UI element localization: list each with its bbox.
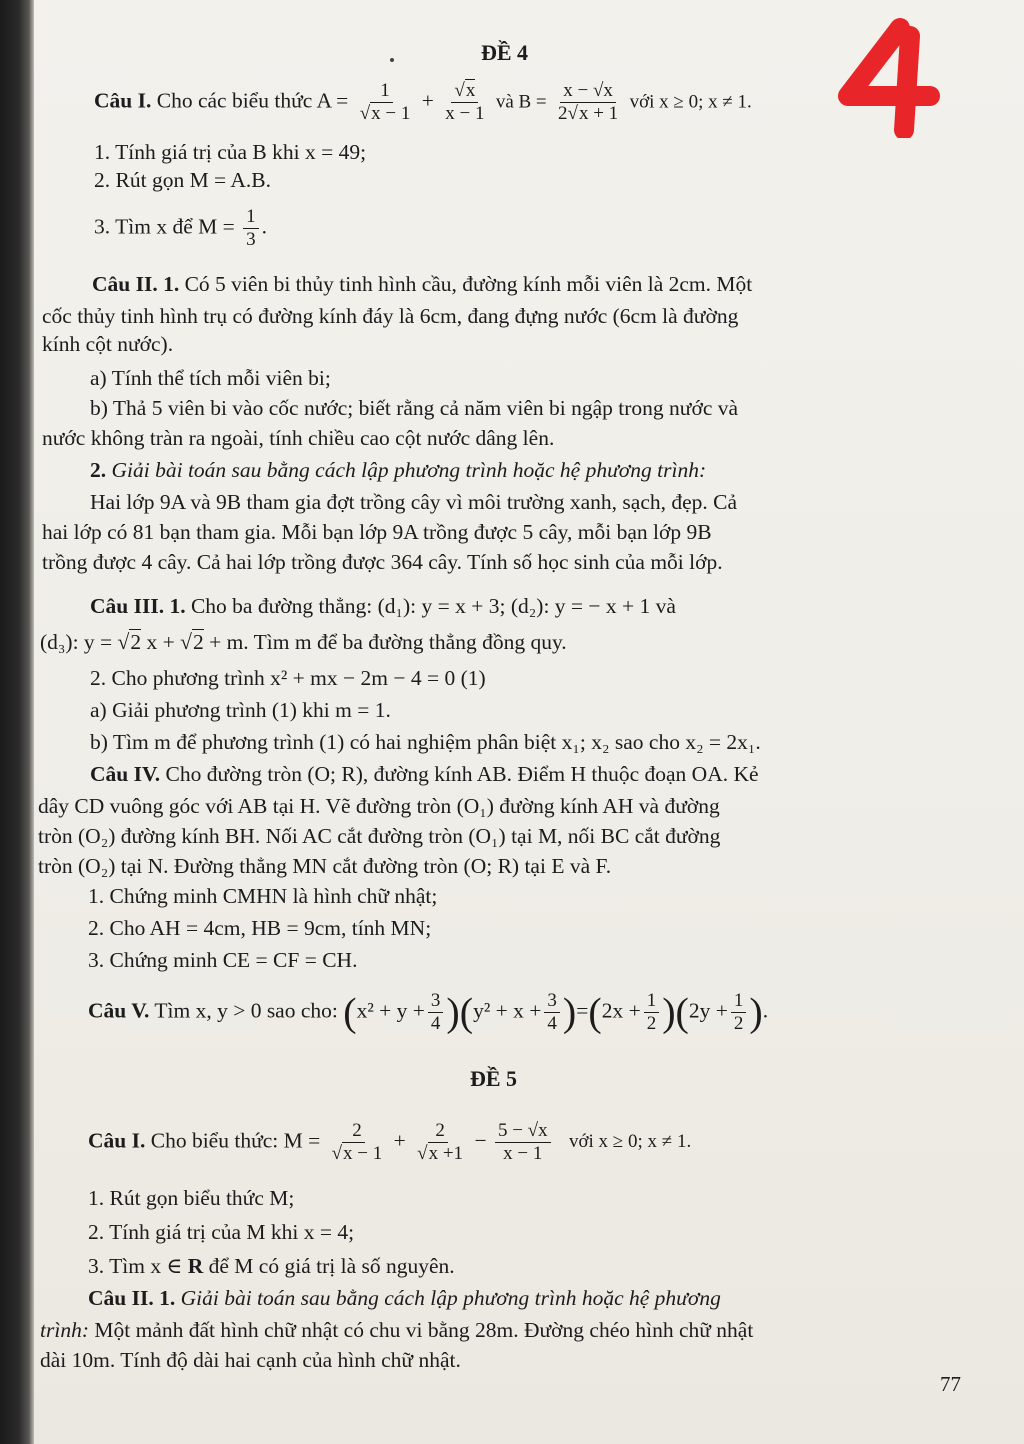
term-2: y² + x + bbox=[473, 998, 542, 1023]
de4-cau4-q1: 1. Chứng minh CMHN là hình chữ nhật; bbox=[88, 884, 438, 908]
fraction-a1 bbox=[357, 80, 414, 125]
expr-B-lhs: và B = bbox=[495, 91, 547, 113]
den-pre: 2 bbox=[558, 103, 568, 124]
de4-cau4-label: Câu IV. bbox=[90, 762, 161, 786]
de5-cau1-intro: Cho biểu thức: bbox=[150, 1128, 279, 1153]
fraction-den: 3 bbox=[246, 229, 256, 250]
real-set-symbol: R bbox=[187, 1254, 204, 1278]
d3-mid: x + bbox=[141, 630, 181, 654]
paren-open: ( bbox=[343, 989, 357, 1035]
fraction-a1-den: √x − 1 bbox=[359, 103, 411, 124]
de4-cau2-q2-line2: hai lớp có 81 bạn tham gia. Mỗi bạn lớp 9A trồng được 5 cây, mỗi bạn lớp 9B bbox=[42, 520, 712, 544]
paren-open: ( bbox=[588, 989, 602, 1035]
fraction-m2 bbox=[414, 1120, 466, 1165]
red-four-sticker bbox=[834, 18, 954, 138]
sqrt-two: 2 bbox=[192, 630, 204, 654]
condition: với x ≥ 0; x ≠ 1. bbox=[629, 91, 752, 113]
q2-instruction: Giải bài toán sau bằng cách lập phương trình hoặc hệ phương trình: bbox=[111, 458, 707, 482]
de5-cau1-expression bbox=[88, 1120, 691, 1165]
fraction-num: 2 bbox=[432, 1120, 448, 1143]
period: . bbox=[762, 998, 769, 1023]
de4-cau1-q1: 1. Tính giá trị của B khi x = 49; bbox=[94, 140, 367, 164]
fraction-den: 2 bbox=[733, 1013, 744, 1034]
de4-cau4-text: Cho đường tròn (O; R), đường kính AB. Điểm H thuộc đoạn OA. Kẻ bbox=[165, 762, 759, 786]
de4-cau4-q3: 3. Chứng minh CE = CF = CH. bbox=[88, 948, 358, 972]
de4-cau3-line1 bbox=[90, 592, 676, 620]
de4-cau5-equation bbox=[88, 990, 768, 1035]
fraction-num: 3 bbox=[544, 990, 560, 1013]
fraction-three-quarters bbox=[544, 990, 560, 1035]
fraction-num: 5 − √x bbox=[495, 1120, 551, 1143]
paren-close: ) bbox=[749, 989, 763, 1035]
de5-cau2-line3: dài 10m. Tính độ dài hai cạnh của hình chữ nhật. bbox=[40, 1348, 461, 1372]
paren-open: ( bbox=[459, 989, 474, 1035]
de4-cau1-q2: 2. Rút gọn M = A.B. bbox=[94, 168, 271, 192]
fraction-half bbox=[731, 990, 747, 1035]
instruction-end: trình: bbox=[40, 1318, 89, 1342]
de4-cau5-label: Câu V. bbox=[88, 998, 150, 1023]
de4-cau2-b2: nước không tràn ra ngoài, tính chiều cao cột nước dâng lên. bbox=[42, 426, 555, 450]
fraction-a1-num: 1 bbox=[377, 80, 393, 103]
de4-cau1-expression bbox=[94, 80, 752, 125]
sqrt-x: x bbox=[343, 1143, 353, 1164]
de4-cau4-line1 bbox=[90, 760, 759, 788]
de4-cau2-label: Câu II. 1. bbox=[92, 272, 180, 296]
de4-cau1-intro: Cho các biểu thức bbox=[156, 88, 313, 113]
problem-text: Một mảnh đất hình chữ nhật có chu vi bằng 28m. Đường chéo hình chữ nhật bbox=[94, 1318, 754, 1342]
condition: với x ≥ 0; x ≠ 1. bbox=[568, 1131, 692, 1153]
de5-title: ĐỀ 5 bbox=[470, 1066, 518, 1091]
fraction-three-quarters bbox=[428, 990, 444, 1035]
de5-cau2-line1 bbox=[88, 1284, 721, 1312]
d3-suffix: + m. Tìm m để ba đường thẳng đồng quy. bbox=[203, 630, 567, 654]
de5-cau1-q3 bbox=[88, 1252, 455, 1280]
fraction-den: 4 bbox=[547, 1013, 557, 1034]
fraction-half bbox=[644, 990, 660, 1035]
fraction-den: 2 bbox=[646, 1013, 657, 1034]
print-speck bbox=[390, 58, 394, 62]
de4-cau4-line3: tròn (O₂) đường kính BH. Nối AC cắt đường tròn (O₁) tại M, nối BC cắt đường bbox=[38, 824, 721, 848]
de4-cau2-q2-line1: Hai lớp 9A và 9B tham gia đợt trồng cây vì môi trường xanh, sạch, đẹp. Cả bbox=[90, 490, 738, 514]
de4-cau2-a: a) Tính thể tích mỗi viên bi; bbox=[90, 366, 331, 390]
term-4: 2y + bbox=[688, 998, 728, 1023]
book-binding-shadow bbox=[0, 0, 34, 1444]
den-rest: + 1 bbox=[588, 103, 619, 124]
den-rest: +1 bbox=[438, 1143, 464, 1164]
term-1: x² + y + bbox=[356, 998, 425, 1023]
term-3: 2x + bbox=[601, 998, 641, 1023]
d3-prefix: (d₃): y = bbox=[40, 630, 118, 654]
fraction-num: 3 bbox=[428, 990, 444, 1013]
q3-suffix: để M có giá trị là số nguyên. bbox=[208, 1254, 455, 1278]
de4-cau2-line2: cốc thủy tinh hình trụ có đường kính đáy là 6cm, đang đựng nước (6cm là đường bbox=[42, 304, 739, 328]
sqrt-x: x bbox=[428, 1143, 439, 1164]
de4-cau5-intro: Tìm x, y > 0 sao cho: bbox=[154, 998, 338, 1023]
plus-sign: + bbox=[393, 1128, 406, 1153]
de5-cau1-q1: 1. Rút gọn biểu thức M; bbox=[88, 1186, 295, 1210]
fraction-one-third bbox=[243, 206, 259, 251]
fraction-m3 bbox=[495, 1120, 551, 1165]
expr-A-lhs: A = bbox=[316, 88, 349, 113]
paren-close: ) bbox=[562, 989, 577, 1035]
de4-cau4-line4: tròn (O₂) tại N. Đường thẳng MN cắt đường tròn (O; R) tại E và F. bbox=[38, 854, 612, 878]
de5-cau1-q2: 2. Tính giá trị của M khi x = 4; bbox=[88, 1220, 355, 1244]
fraction-num: 1 bbox=[731, 990, 747, 1013]
page-number: 77 bbox=[940, 1372, 961, 1396]
fraction-a2-den: x − 1 bbox=[445, 103, 485, 124]
den-rest: − 1 bbox=[352, 1143, 383, 1164]
paren-close: ) bbox=[662, 989, 676, 1035]
de5-cau1-label: Câu I. bbox=[88, 1128, 146, 1153]
de4-cau2-line1 bbox=[92, 270, 752, 298]
sqrt-x: x bbox=[465, 80, 476, 101]
equals-sign: = bbox=[576, 998, 589, 1023]
de4-cau1-label: Câu I. bbox=[94, 88, 152, 113]
plus-sign: + bbox=[421, 88, 434, 113]
fraction-num: 2 bbox=[349, 1120, 365, 1143]
de4-cau2-b1: b) Thả 5 viên bi vào cốc nước; biết rằng cả năm viên bi ngập trong nước và bbox=[90, 396, 739, 420]
sqrt-two: 2 bbox=[130, 630, 142, 654]
den-rest: − 1 bbox=[380, 103, 411, 124]
de4-cau4-line2: dây CD vuông góc với AB tại H. Vẽ đường tròn (O₁) đường kính AH và đường bbox=[38, 794, 720, 818]
fraction-b bbox=[555, 80, 621, 125]
textbook-page bbox=[34, 0, 1024, 1444]
fraction-den: √x +1 bbox=[417, 1143, 464, 1164]
de4-cau2-text: Có 5 viên bi thủy tinh hình cầu, đường kính mỗi viên là 2cm. Một bbox=[184, 272, 753, 296]
fraction-num: 1 bbox=[243, 206, 259, 229]
sqrt-x: x bbox=[371, 103, 381, 124]
de5-cau2-label: Câu II. 1. bbox=[88, 1286, 176, 1310]
q3-prefix: 3. Tìm x để M = bbox=[94, 214, 235, 239]
de4-cau3-q2: 2. Cho phương trình x² + mx − 2m − 4 = 0 (1) bbox=[90, 666, 486, 690]
de4-cau3-q2a: a) Giải phương trình (1) khi m = 1. bbox=[90, 698, 391, 722]
fraction-a2 bbox=[442, 80, 487, 125]
de4-cau2-line3: kính cột nước). bbox=[42, 332, 174, 356]
de4-cau4-q2: 2. Cho AH = 4cm, HB = 9cm, tính MN; bbox=[88, 916, 432, 940]
de4-cau3-q2b: b) Tìm m để phương trình (1) có hai nghiệm phân biệt x₁; x₂ sao cho x₂ = 2x₁. bbox=[90, 730, 761, 754]
de4-cau2-q2-line3: trồng được 4 cây. Cả hai lớp trồng được 364 cây. Tính số học sinh của mỗi lớp. bbox=[42, 550, 723, 574]
de4-cau3-label: Câu III. 1. bbox=[90, 594, 186, 618]
fraction-m1 bbox=[329, 1120, 386, 1165]
paren-open: ( bbox=[675, 989, 689, 1035]
q3-suffix: . bbox=[261, 214, 267, 239]
q2-label: 2. bbox=[90, 458, 107, 482]
de4-cau3-line2: (d₃): y = √2 x + √2 + m. Tìm m để ba đường thẳng đồng quy. bbox=[40, 630, 567, 654]
fraction-den: 4 bbox=[430, 1013, 441, 1034]
de4-title: ĐỀ 4 bbox=[481, 40, 529, 65]
fraction-b-den: 2√x + 1 bbox=[558, 103, 619, 124]
de5-cau2-line2 bbox=[40, 1316, 753, 1344]
de4-cau1-q3 bbox=[94, 206, 267, 251]
expr-M-lhs: M = bbox=[283, 1128, 321, 1153]
fraction-b-num: x − √x bbox=[560, 80, 616, 103]
paren-close: ) bbox=[446, 989, 460, 1035]
fraction-a2-num: √x bbox=[451, 80, 478, 103]
de4-cau3-text: Cho ba đường thẳng: (d₁): y = x + 3; (d₂): y = − x + 1 và bbox=[190, 594, 676, 618]
minus-sign: − bbox=[474, 1128, 487, 1153]
sqrt-x: x bbox=[578, 103, 589, 124]
de5-cau2-instruction: Giải bài toán sau bằng cách lập phương trình hoặc hệ phương bbox=[180, 1286, 721, 1310]
fraction-num: 1 bbox=[644, 990, 660, 1013]
q3-prefix: 3. Tìm x ∈ bbox=[88, 1254, 183, 1278]
fraction-den: √x − 1 bbox=[331, 1143, 383, 1164]
de4-cau2-q2 bbox=[90, 456, 706, 484]
fraction-den: x − 1 bbox=[503, 1143, 543, 1164]
